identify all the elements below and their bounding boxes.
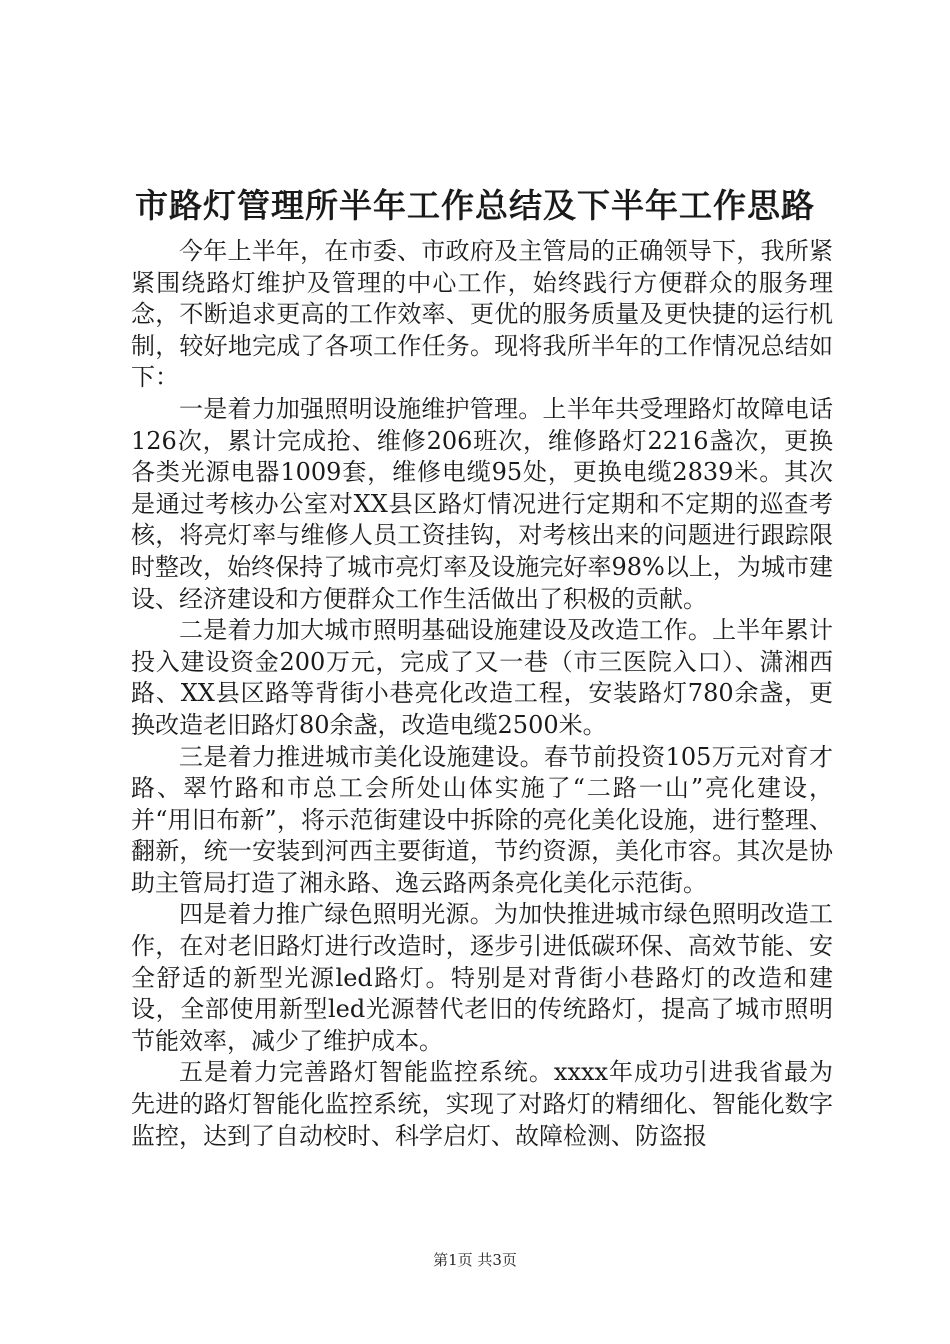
paragraph-2: 二是着力加大城市照明基础设施建设及改造工作。上半年累计投入建设资金200万元，完成了又一巷（市三医院入口）、潇湘西路、XX县区路等背街小巷亮化改造工程，安装路灯780余盏，更换改造老旧路灯80余盏，改造电缆2500米。 bbox=[131, 616, 833, 739]
page-footer: 第1页 共3页 bbox=[433, 1251, 517, 1269]
paragraph-3: 三是着力推进城市美化设施建设。春节前投资105万元对育才路、翠竹路和市总工会所处山体实施了“二路一山”亮化建设，并“用旧布新”，将示范街建设中拆除的亮化美化设施，进行整理、翻新，统一安装到河西主要街道，节约资源，美化市容。其次是协助主管局打造了湘永路、逸云路两条亮化美化示范街。 bbox=[131, 742, 833, 897]
paragraph-4: 四是着力推广绿色照明光源。为加快推进城市绿色照明改造工作，在对老旧路灯进行改造时，逐步引进低碳环保、高效节能、安全舒适的新型光源led路灯。特别是对背街小巷路灯的改造和建设，全部使用新型led光源替代老旧的传统路灯，提高了城市照明节能效率，减少了维护成本。 bbox=[131, 900, 833, 1055]
paragraph-1: 一是着力加强照明设施维护管理。上半年共受理路灯故障电话126次，累计完成抢、维修206班次，维修路灯2216盏次，更换各类光源电器1009套，维修电缆95处，更换电缆2839米。其次是通过考核办公室对XX县区路灯情况进行定期和不定期的巡查考核，将亮灯率与维修人员工资挂钩，对考核出来的问题进行跟踪限时整改，始终保持了城市亮灯率及设施完好率98%以上，为城市建设、经济建设和方便群众工作生活做出了积极的贡献。 bbox=[131, 394, 833, 613]
paragraph-5: 五是着力完善路灯智能监控系统。xxxx年成功引进我省最为先进的路灯智能化监控系统，实现了对路灯的精细化、智能化数字监控，达到了自动校时、科学启灯、故障检测、防盗报 bbox=[131, 1058, 833, 1150]
document-body bbox=[131, 236, 833, 1152]
paragraph-intro: 今年上半年，在市委、市政府及主管局的正确领导下，我所紧紧围绕路灯维护及管理的中心工作，始终践行方便群众的服务理念，不断追求更高的工作效率、更优的服务质量及更快捷的运行机制，较好地完成了各项工作任务。现将我所半年的工作情况总结如下： bbox=[131, 237, 833, 392]
document-title: 市路灯管理所半年工作总结及下半年工作思路 bbox=[135, 186, 815, 225]
